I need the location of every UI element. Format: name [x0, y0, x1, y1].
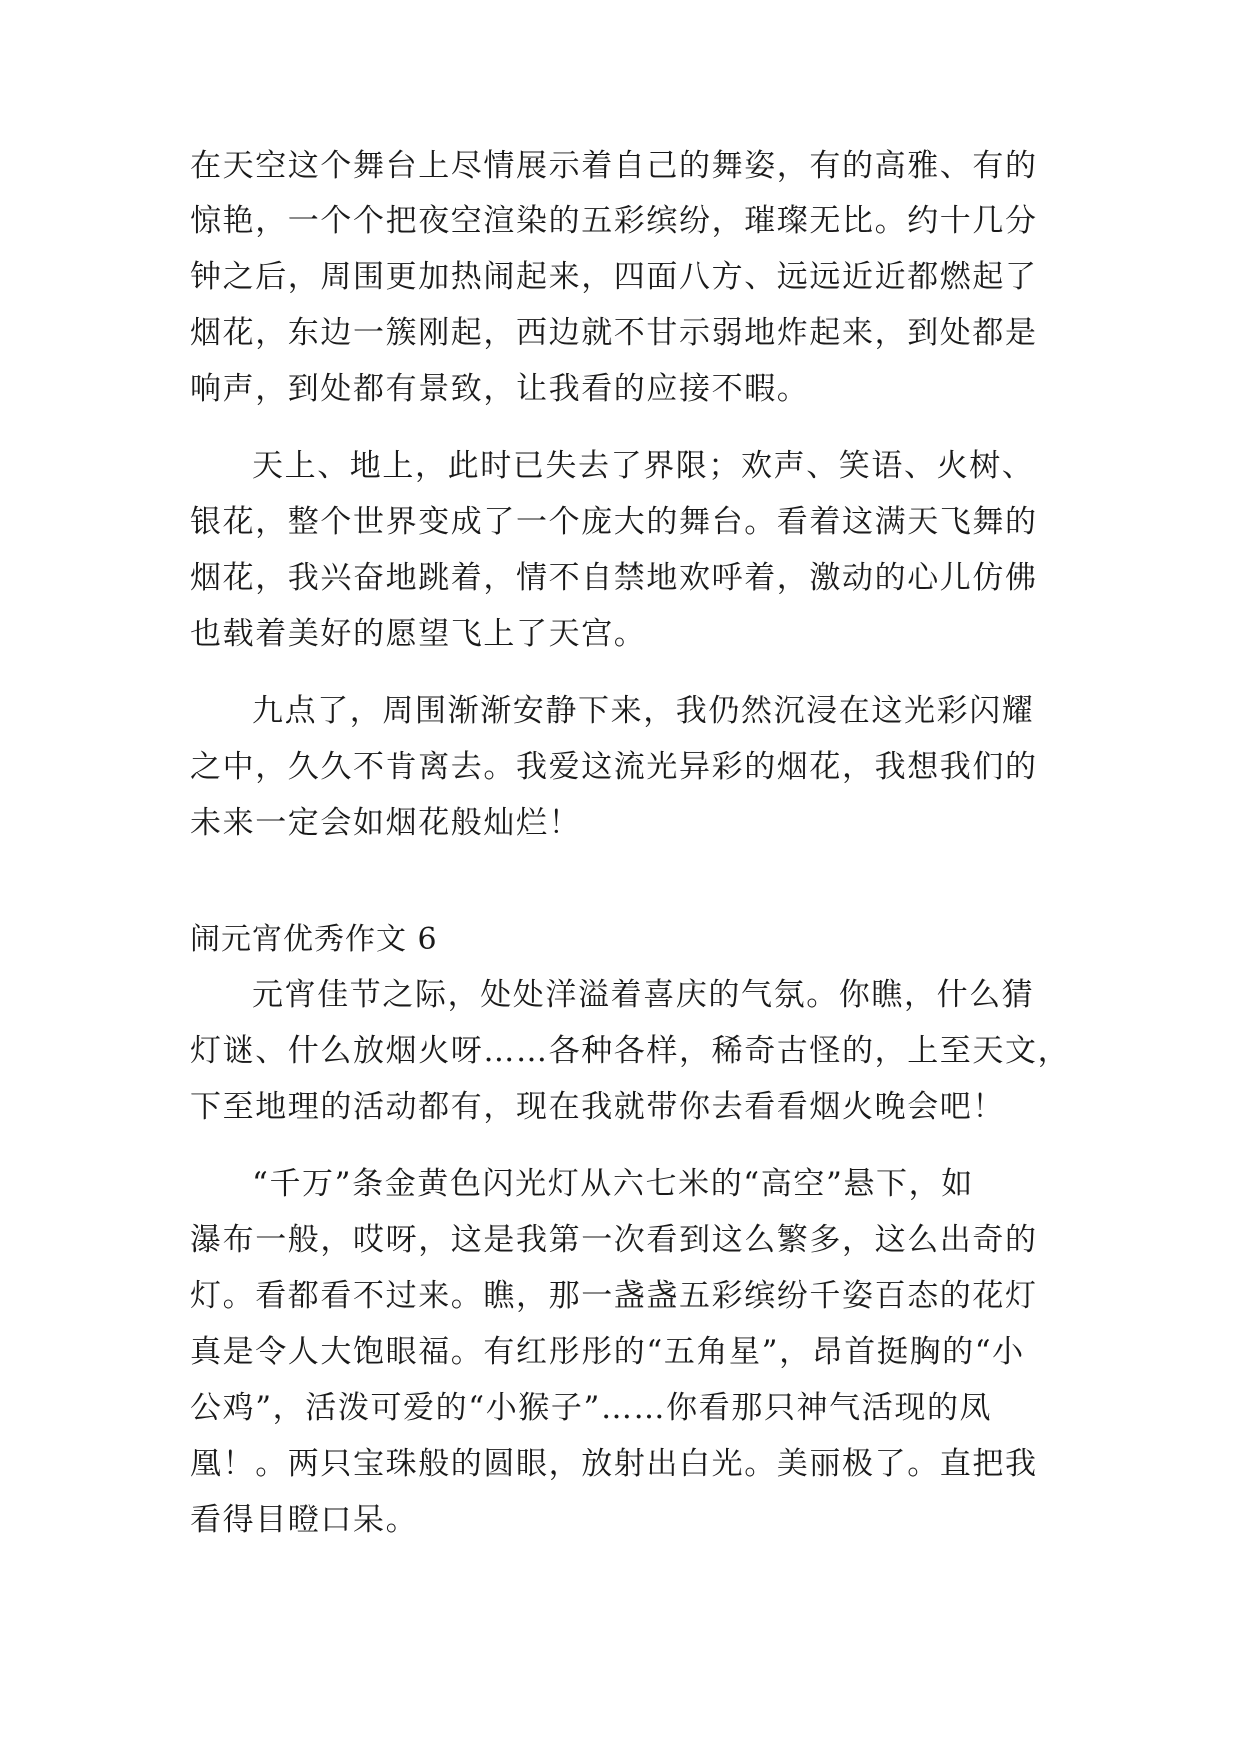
text-line: 烟花，我兴奋地跳着，情不自禁地欢呼着，激动的心儿仿佛 — [190, 560, 1038, 596]
text-line: “千万”条金黄色闪光灯从六七米的“高空”悬下，如 — [252, 1166, 974, 1202]
text-line: 凰！。两只宝珠般的圆眼，放射出白光。美丽极了。直把我 — [190, 1446, 1038, 1482]
text-line: 未来一定会如烟花般灿烂！ — [190, 805, 582, 841]
text-line: 惊艳，一个个把夜空渲染的五彩缤纷，璀璨无比。约十几分 — [190, 203, 1038, 239]
text-line: 在天空这个舞台上尽情展示着自己的舞姿，有的高雅、有的 — [190, 148, 1038, 184]
text-line: 瀑布一般，哎呀，这是我第一次看到这么繁多，这么出奇的 — [190, 1222, 1038, 1258]
text-line: 元宵佳节之际，处处洋溢着喜庆的气氛。你瞧，什么猜 — [252, 977, 1035, 1013]
text-line: 烟花，东边一簇刚起，西边就不甘示弱地炸起来，到处都是 — [190, 315, 1038, 351]
text-line: 天上、地上，此时已失去了界限；欢声、笑语、火树、 — [252, 448, 1035, 484]
text-line: 看得目瞪口呆。 — [190, 1502, 419, 1538]
text-line: 灯谜、什么放烟火呀……各种各样，稀奇古怪的，上至天文， — [190, 1033, 1071, 1069]
text-line: 也载着美好的愿望飞上了天宫。 — [190, 616, 647, 652]
text-line: 公鸡”，活泼可爱的“小猴子”……你看那只神气活现的凤 — [190, 1390, 993, 1426]
text-line: 下至地理的活动都有，现在我就带你去看看烟火晚会吧！ — [190, 1089, 1005, 1125]
section-heading: 闹元宵优秀作文 6 — [190, 922, 438, 957]
text-line: 响声，到处都有景致，让我看的应接不暇。 — [190, 371, 810, 407]
text-line: 灯。看都看不过来。瞧，那一盏盏五彩缤纷千姿百态的花灯 — [190, 1278, 1038, 1314]
text-line: 真是令人大饱眼福。有红彤彤的“五角星”，昂首挺胸的“小 — [190, 1334, 1025, 1370]
text-line: 银花，整个世界变成了一个庞大的舞台。看着这满天飞舞的 — [190, 504, 1038, 540]
text-line: 钟之后，周围更加热闹起来，四面八方、远远近近都燃起了 — [190, 259, 1038, 295]
text-line: 之中，久久不肯离去。我爱这流光异彩的烟花，我想我们的 — [190, 749, 1038, 785]
text-line: 九点了，周围渐渐安静下来，我仍然沉浸在这光彩闪耀 — [252, 693, 1035, 729]
